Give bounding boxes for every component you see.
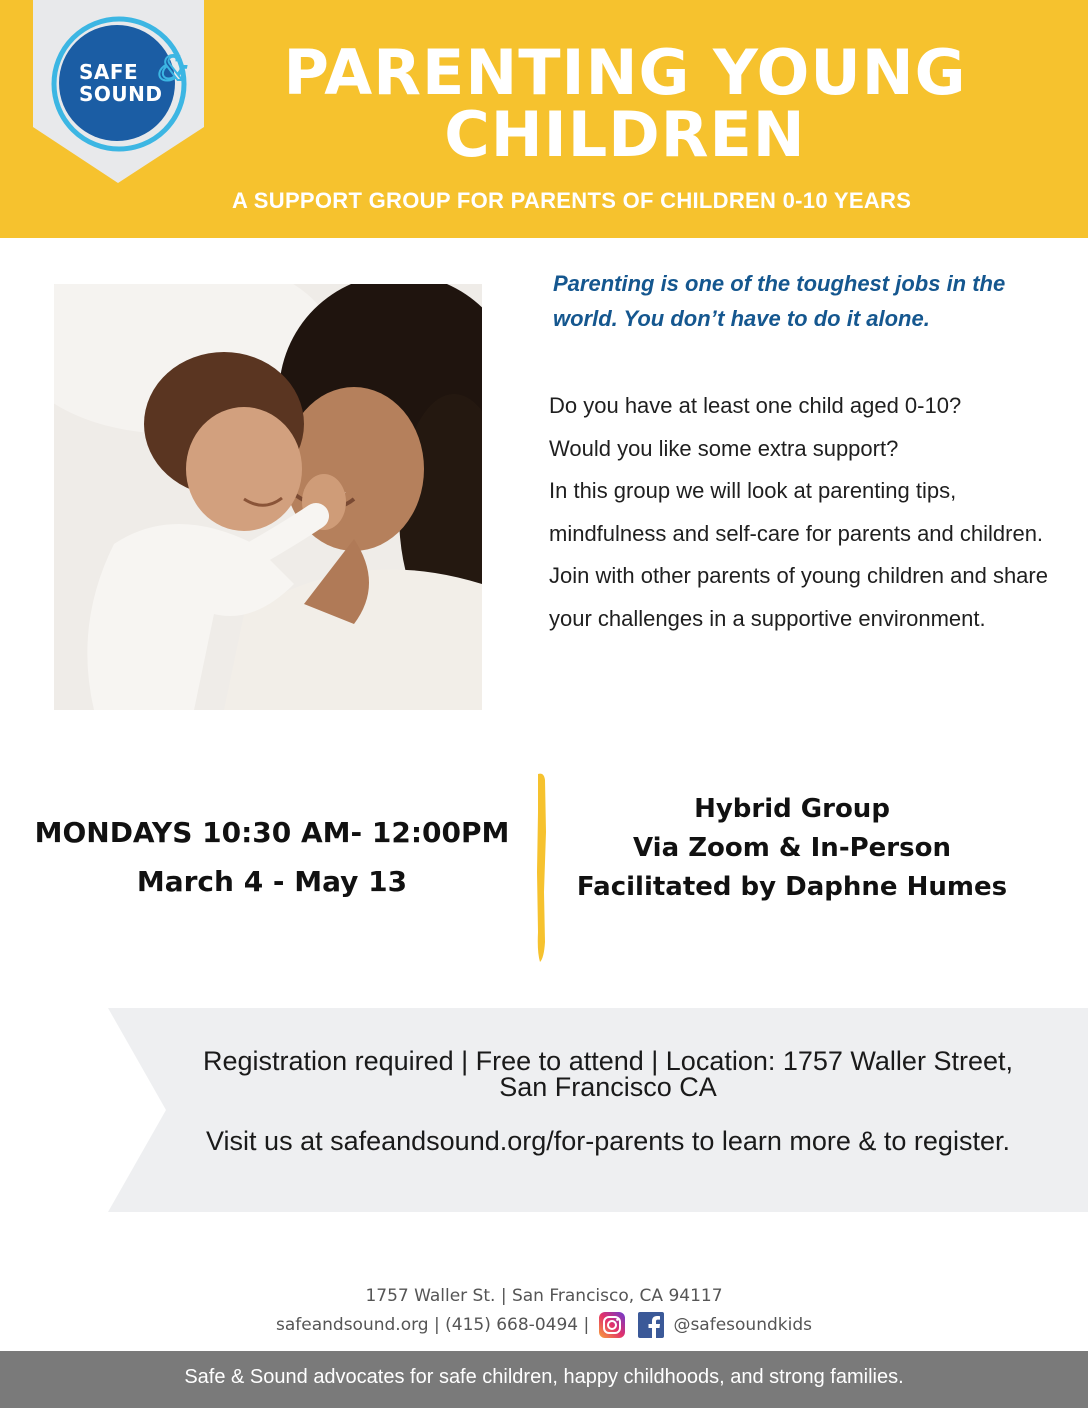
header-band	[0, 0, 1088, 238]
intro-paragraph: In this group we will look at parenting tips, mindfulness and self-care for parents and children.	[549, 478, 1044, 546]
logo[interactable]	[33, 0, 204, 183]
logo-ampersand: &	[158, 49, 189, 89]
visit-link[interactable]: Visit us at safeandsound.org/for-parents to learn more & to register.	[206, 1126, 1010, 1156]
footer-address: 1757 Waller St. | San Francisco, CA 94117	[365, 1286, 723, 1306]
banner-text	[180, 1048, 1036, 1154]
logo-word-sound: SOUND	[79, 82, 163, 106]
group-info	[560, 790, 1024, 907]
schedule-dates: March 4 - May 13	[136, 865, 408, 898]
footer-contact	[0, 1312, 1088, 1342]
schedule	[30, 808, 514, 906]
yellow-divider	[532, 772, 552, 964]
logo-word-safe: SAFE	[79, 60, 139, 84]
registration-info: Registration required | Free to attend | Location: 1757 Waller Street, San Francisco CA	[203, 1046, 1013, 1102]
mission-bar: Safe & Sound advocates for safe children, happy childhoods, and strong families.	[0, 1351, 1088, 1408]
page-title	[220, 36, 1030, 171]
group-format: Hybrid Group	[694, 794, 890, 824]
intro-paragraph: Would you like some extra support?	[549, 435, 899, 461]
tagline: Parenting is one of the toughest jobs in the world. You don’t have to do it alone.	[553, 271, 1006, 331]
group-delivery: Via Zoom & In-Person	[633, 833, 951, 863]
mother-and-baby-photo	[54, 284, 482, 710]
title-line-1: PARENTING YOUNG	[283, 36, 967, 109]
instagram-icon[interactable]	[599, 1312, 625, 1338]
contact-info[interactable]: safeandsound.org | (415) 668-0494 |	[276, 1315, 590, 1335]
group-facilitator: Facilitated by Daphne Humes	[576, 872, 1008, 902]
title-line-2: CHILDREN	[444, 98, 806, 171]
intro-body	[549, 385, 1069, 640]
schedule-time: MONDAYS 10:30 AM- 12:00PM	[34, 816, 510, 849]
intro-paragraph: Join with other parents of young children and share your challenges in a supportive environment.	[549, 563, 1048, 631]
page-subtitle: A SUPPORT GROUP FOR PARENTS OF CHILDREN 0-10 YEARS	[232, 188, 912, 213]
social-handle[interactable]: @safesoundkids	[673, 1315, 812, 1335]
intro-paragraph: Do you have at least one child aged 0-10?	[549, 393, 962, 418]
facebook-icon[interactable]	[638, 1312, 664, 1338]
